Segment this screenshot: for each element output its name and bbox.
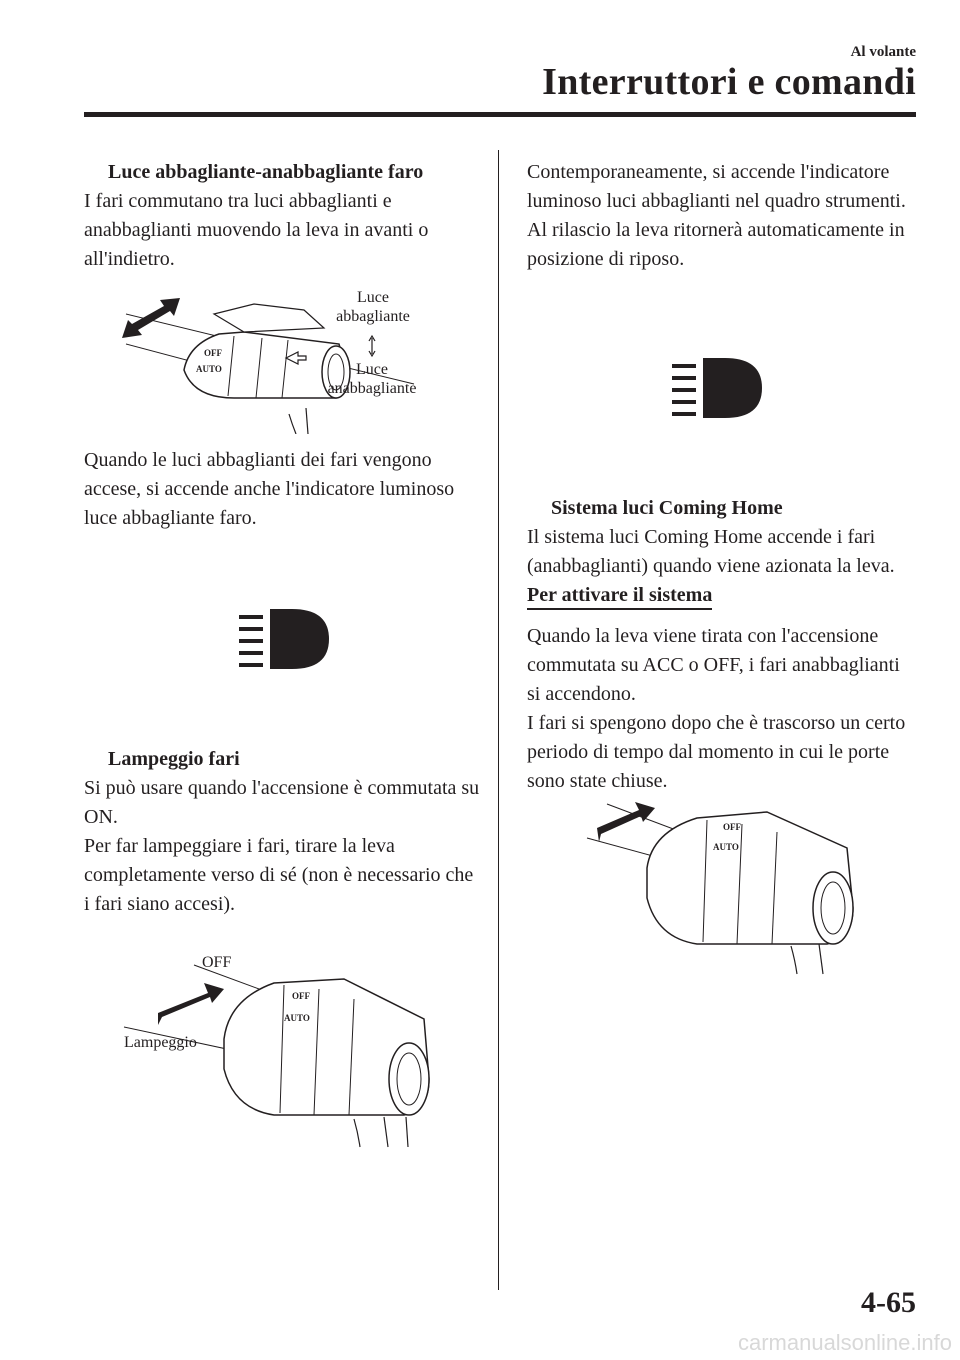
switch-marking-off: OFF xyxy=(723,822,741,832)
column-divider xyxy=(498,150,499,1290)
pull-arrow-icon xyxy=(158,983,224,1025)
label-off: OFF xyxy=(202,954,232,971)
flash-text-2: Per far lampeggiare i fari, tirare la leva completamente verso di sé (non è necessario che i fari siano accesi). xyxy=(84,835,474,915)
coming-home-lever-illustration xyxy=(527,798,917,978)
chapter-title: Interruttori e comandi xyxy=(542,61,916,103)
coming-home-text: Il sistema luci Coming Home accende i fari (anabbaglianti) quando viene azionata la leva. xyxy=(527,526,895,577)
page-number: 4-65 xyxy=(861,1286,916,1319)
header-rule xyxy=(84,112,916,117)
right-column xyxy=(527,158,917,978)
beam-switch-heading: Luce abbagliante-anabbagliante faro xyxy=(108,161,424,183)
pull-arrow-icon xyxy=(597,802,655,842)
watermark: carmanualsonline.info xyxy=(737,1330,952,1355)
beam-switch-text: I fari commutano tra luci abbaglianti e anabbaglianti muovendo la leva in avanti o all'indietro. xyxy=(84,190,429,270)
high-beam-indicator-text: Quando le luci abbaglianti dei fari vengono accese, si accende anche l'indicatore luminoso luce abbagliante faro. xyxy=(84,449,455,529)
label-flash: Lampeggio xyxy=(124,1034,197,1051)
switch-marking-off: OFF xyxy=(204,348,222,358)
label-high-beam: Luce abbagliante xyxy=(336,289,410,325)
switch-marking-off: OFF xyxy=(292,991,310,1001)
activate-heading: Per attivare il sistema xyxy=(527,583,712,610)
switch-marking-auto: AUTO xyxy=(196,364,222,374)
label-low-beam: Luce anabbagliante xyxy=(327,361,417,397)
flash-text-1: Si può usare quando l'accensione è commutata su ON. xyxy=(84,777,480,828)
double-arrow-icon xyxy=(122,298,180,338)
flash-lever-figure xyxy=(84,939,482,1149)
high-beam-indicator-figure xyxy=(84,601,482,725)
activate-text-1: Quando la leva viene tirata con l'accensione commutata su ACC o OFF, i fari anabbaglianti si accendono. xyxy=(527,625,900,705)
simultaneous-text: Contemporaneamente, si accende l'indicatore luminoso luci abbaglianti nel quadro strumenti. Al rilascio la leva ritornerà automaticamente in posizione di riposo. xyxy=(527,161,906,270)
switch-marking-auto: AUTO xyxy=(284,1013,310,1023)
section-label: Al volante xyxy=(850,44,916,60)
beam-lever-figure xyxy=(84,284,482,434)
high-beam-icon xyxy=(527,344,917,468)
flash-heading: Lampeggio fari xyxy=(108,748,240,770)
high-beam-icon xyxy=(84,601,482,725)
left-column xyxy=(84,158,482,1149)
coming-home-lever-figure xyxy=(527,798,917,978)
coming-home-heading: Sistema luci Coming Home xyxy=(551,497,783,519)
switch-marking-auto: AUTO xyxy=(713,842,739,852)
coming-home-indicator-figure xyxy=(527,344,917,468)
activate-text-2: I fari si spengono dopo che è trascorso un certo periodo di tempo dal momento in cui le porte sono state chiuse. xyxy=(527,712,906,792)
